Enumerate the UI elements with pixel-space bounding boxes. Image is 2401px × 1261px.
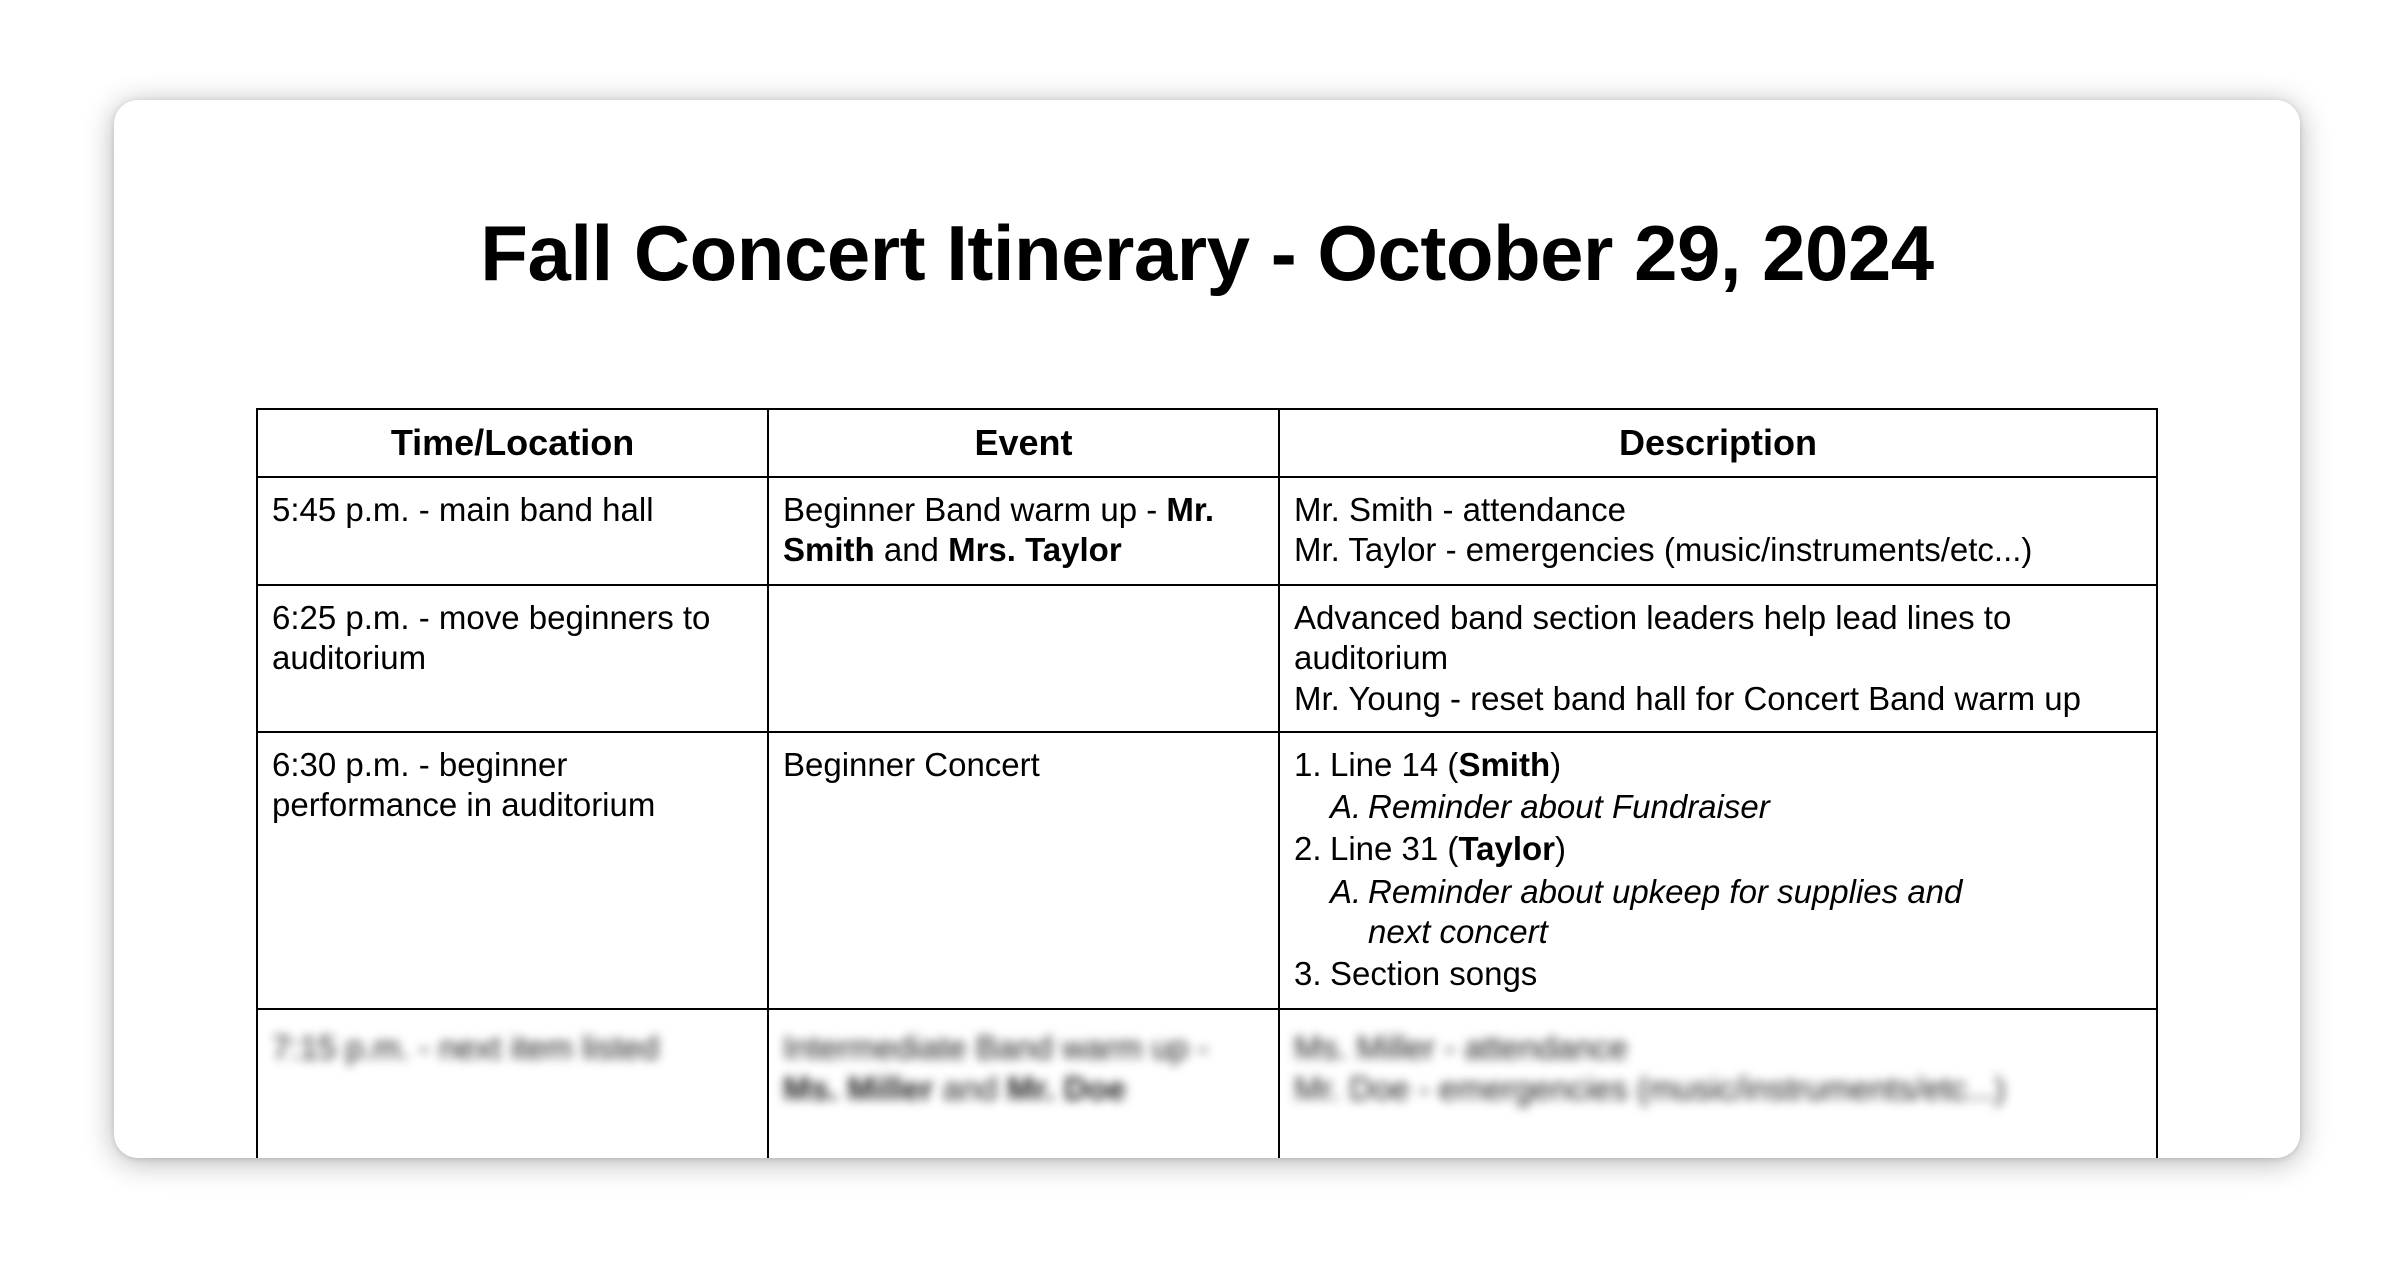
description-cell — [1279, 477, 2157, 585]
document-card — [114, 100, 2300, 1158]
event-cell — [768, 585, 1279, 732]
header-time-location: Time/Location — [257, 409, 768, 477]
time-cell: 5:45 p.m. - main band hall — [257, 477, 768, 585]
blurred-text — [783, 1029, 1209, 1106]
description-line: Mr. Doe - emergencies (music/instruments/etc...) — [1294, 1069, 2006, 1107]
header-description: Description — [1279, 409, 2157, 477]
sub-list-text: Reminder about upkeep for supplies and next concert — [1368, 872, 1963, 950]
event-text: Intermediate Band warm up - — [783, 1029, 1209, 1067]
description-cell — [1279, 1009, 2157, 1158]
time-cell — [257, 1009, 768, 1158]
sub-list-letter: A. — [1330, 788, 1362, 825]
list-number: 2. — [1294, 830, 1322, 868]
description-cell — [1279, 585, 2157, 732]
list-item — [1294, 745, 2142, 828]
list-text: Line 14 ( — [1330, 745, 1459, 783]
sub-list-letter: A. — [1330, 872, 1362, 910]
event-text: Beginner Band warm up - — [783, 491, 1167, 528]
event-person: Mrs. Taylor — [948, 531, 1122, 569]
event-text: and — [874, 531, 949, 569]
itinerary-table — [256, 408, 2158, 1158]
sub-list-item — [1330, 872, 1968, 953]
list-text: Section songs — [1330, 955, 1538, 992]
event-text: and — [933, 1069, 1007, 1107]
table-header-row — [257, 409, 2157, 477]
list-text: Line 31 ( — [1330, 830, 1459, 868]
list-item — [1294, 829, 2142, 952]
description-cell — [1279, 732, 2157, 1010]
time-cell: 6:25 p.m. - move beginners to auditorium — [257, 585, 768, 732]
list-text: ) — [1550, 745, 1562, 783]
table-row — [257, 585, 2157, 732]
event-person: Ms. Miller — [783, 1069, 934, 1107]
description-line: Mr. Taylor - emergencies (music/instruments/etc...) — [1294, 531, 2033, 569]
event-person: Mr. Smith — [783, 491, 1215, 569]
description-line: Ms. Miller - attendance — [1294, 1029, 1628, 1067]
table-row — [257, 477, 2157, 585]
event-cell — [768, 1009, 1279, 1158]
list-text: ) — [1555, 830, 1567, 868]
table-row — [257, 732, 2157, 1010]
event-cell: Beginner Concert — [768, 732, 1279, 1010]
description-line: Advanced band section leaders help lead lines to auditorium — [1294, 599, 2012, 677]
event-cell — [768, 477, 1279, 585]
sub-list-text: Reminder about Fundraiser — [1368, 788, 1770, 825]
blurred-text: 7:15 p.m. - next item listed — [272, 1029, 659, 1067]
program-list — [1294, 745, 2142, 995]
event-person: Mr. Doe — [1006, 1069, 1126, 1107]
sub-list-item — [1330, 787, 1968, 827]
list-person: Taylor — [1458, 830, 1556, 868]
list-person: Smith — [1458, 745, 1551, 783]
list-item — [1294, 954, 2142, 994]
table-row-blurred — [257, 1009, 2157, 1158]
sub-list — [1330, 787, 2142, 827]
time-cell: 6:30 p.m. - beginner performance in auditorium — [257, 732, 768, 1010]
description-line: Mr. Smith - attendance — [1294, 491, 1626, 528]
sub-list — [1330, 872, 2142, 953]
list-number: 3. — [1294, 955, 1322, 992]
description-line: Mr. Young - reset band hall for Concert Band warm up — [1294, 679, 2081, 717]
list-number: 1. — [1294, 745, 1322, 783]
header-event: Event — [768, 409, 1279, 477]
page-title: Fall Concert Itinerary - October 29, 2024 — [480, 209, 1934, 297]
